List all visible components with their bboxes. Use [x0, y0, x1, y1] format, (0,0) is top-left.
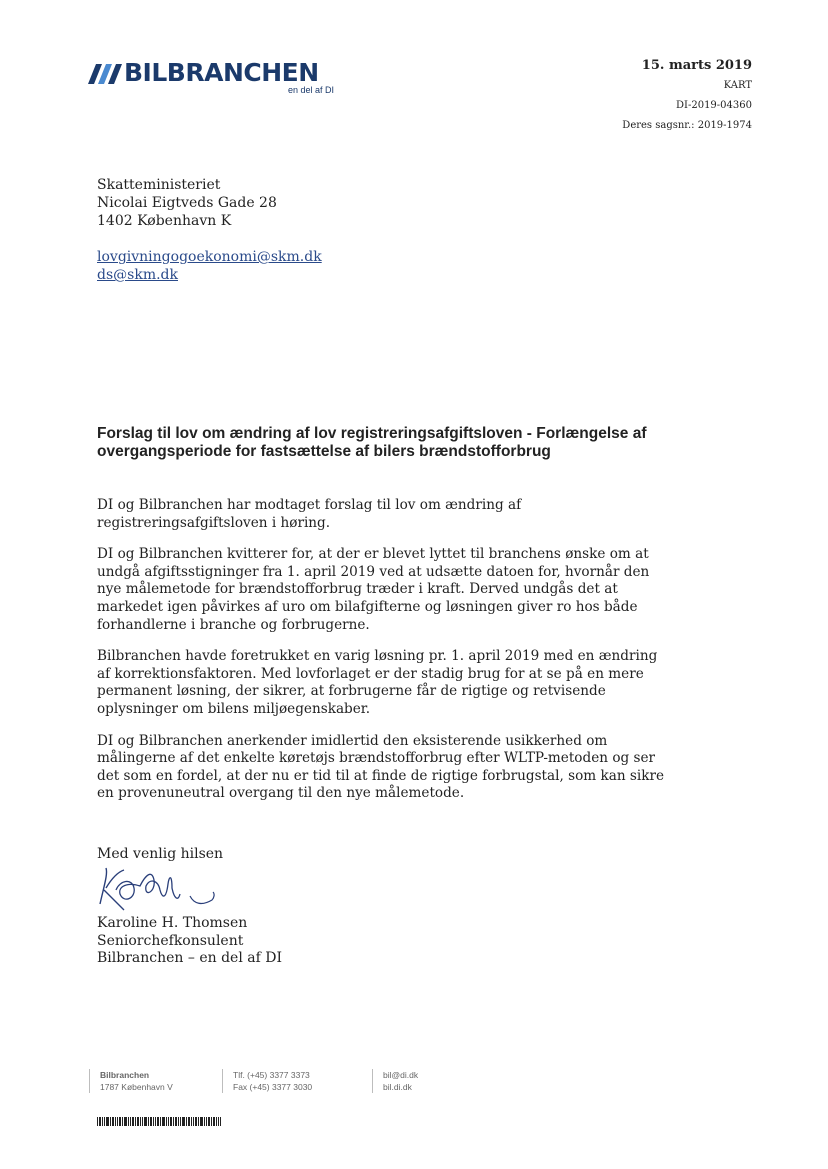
email-link-lovgivning[interactable]: lovgivningogoekonomi@skm.dk	[97, 249, 322, 265]
signer-title: Seniorchefkonsulent	[97, 932, 244, 949]
letter-subject: Forslag til lov om ændring af lov registreringsafgiftsloven - Forlængelse af overgangsperiode for fastsættelse af bilers brændstofforbrug	[97, 425, 647, 460]
logo-wordmark: BILBRANCHEN	[124, 58, 319, 87]
signer-organisation: Bilbranchen – en del af DI	[97, 950, 282, 967]
footer-address	[89, 1069, 173, 1093]
recipient-address	[97, 176, 277, 230]
recipient-emails	[97, 248, 322, 284]
reference-number: DI-2019-04360	[676, 100, 752, 111]
paragraph: Bilbranchen havde foretrukket en varig løsning pr. 1. april 2019 med en ændring af korrektionsfaktoren. Med lovforlaget er der stadig brug for at se på en mere permanent løsning, der sikrer, at forbrugerne får de rigtige og retvisende oplysninger om bilens miljøegenskaber.	[97, 648, 658, 717]
bilbranchen-logo	[88, 60, 348, 100]
recipient-city: 1402 København K	[97, 213, 232, 229]
footer-contact	[372, 1069, 418, 1093]
footer-tel: Tlf. (+45) 3377 3373	[233, 1070, 310, 1080]
logo-stripes-icon	[88, 64, 122, 84]
closing-phrase: Med venlig hilsen	[97, 846, 224, 862]
recipient-name: Skatteministeriet	[97, 177, 221, 193]
footer-email[interactable]: bil@di.dk	[383, 1070, 419, 1080]
paragraph: DI og Bilbranchen anerkender imidlertid den eksisterende usikkerhed om målingerne af det enkelte køretøjs brændstofforbrug efter WLTP-metoden og ser det som en fordel, at der nu er tid til at finde de rigtige forbrugstal, som kan sikre en provenuneutral overgang til den nye målemetode.	[97, 732, 665, 802]
footer-postal: 1787 København V	[100, 1082, 173, 1092]
signer-name: Karoline H. Thomsen	[97, 915, 248, 931]
signer-block	[97, 915, 282, 968]
footer-org: Bilbranchen	[100, 1070, 150, 1080]
paragraph: DI og Bilbranchen har modtaget forslag til lov om ændring af registreringsafgiftsloven i høring.	[97, 497, 522, 531]
letter-date: 15. marts 2019	[641, 58, 752, 73]
letter-body	[97, 497, 667, 817]
letter-meta	[622, 58, 752, 140]
logo-subtitle: en del af DI	[288, 85, 335, 95]
footer-fax: Fax (+45) 3377 3030	[233, 1082, 313, 1092]
email-link-ds[interactable]: ds@skm.dk	[97, 267, 178, 283]
footer-phone	[222, 1069, 312, 1093]
paragraph: DI og Bilbranchen kvitterer for, at der er blevet lyttet til branchens ønske om at undgå afgiftsstigninger fra 1. april 2019 ved at udsætte datoen for, hvornår den nye målemetode for brændstofforbrug træder i kraft. Derved undgås det at markedet igen påvirkes af uro om bilafgifterne og løsningen giver ro hos både forhandlerne i branche og forbrugerne.	[97, 546, 650, 633]
recipient-street: Nicolai Eigtveds Gade 28	[97, 195, 277, 211]
your-reference: Deres sagsnr.: 2019-1974	[622, 120, 752, 131]
document-barcode	[97, 1117, 221, 1126]
author-initials: KART	[723, 80, 752, 91]
handwritten-signature	[94, 864, 224, 919]
footer-web[interactable]: bil.di.dk	[383, 1082, 412, 1092]
